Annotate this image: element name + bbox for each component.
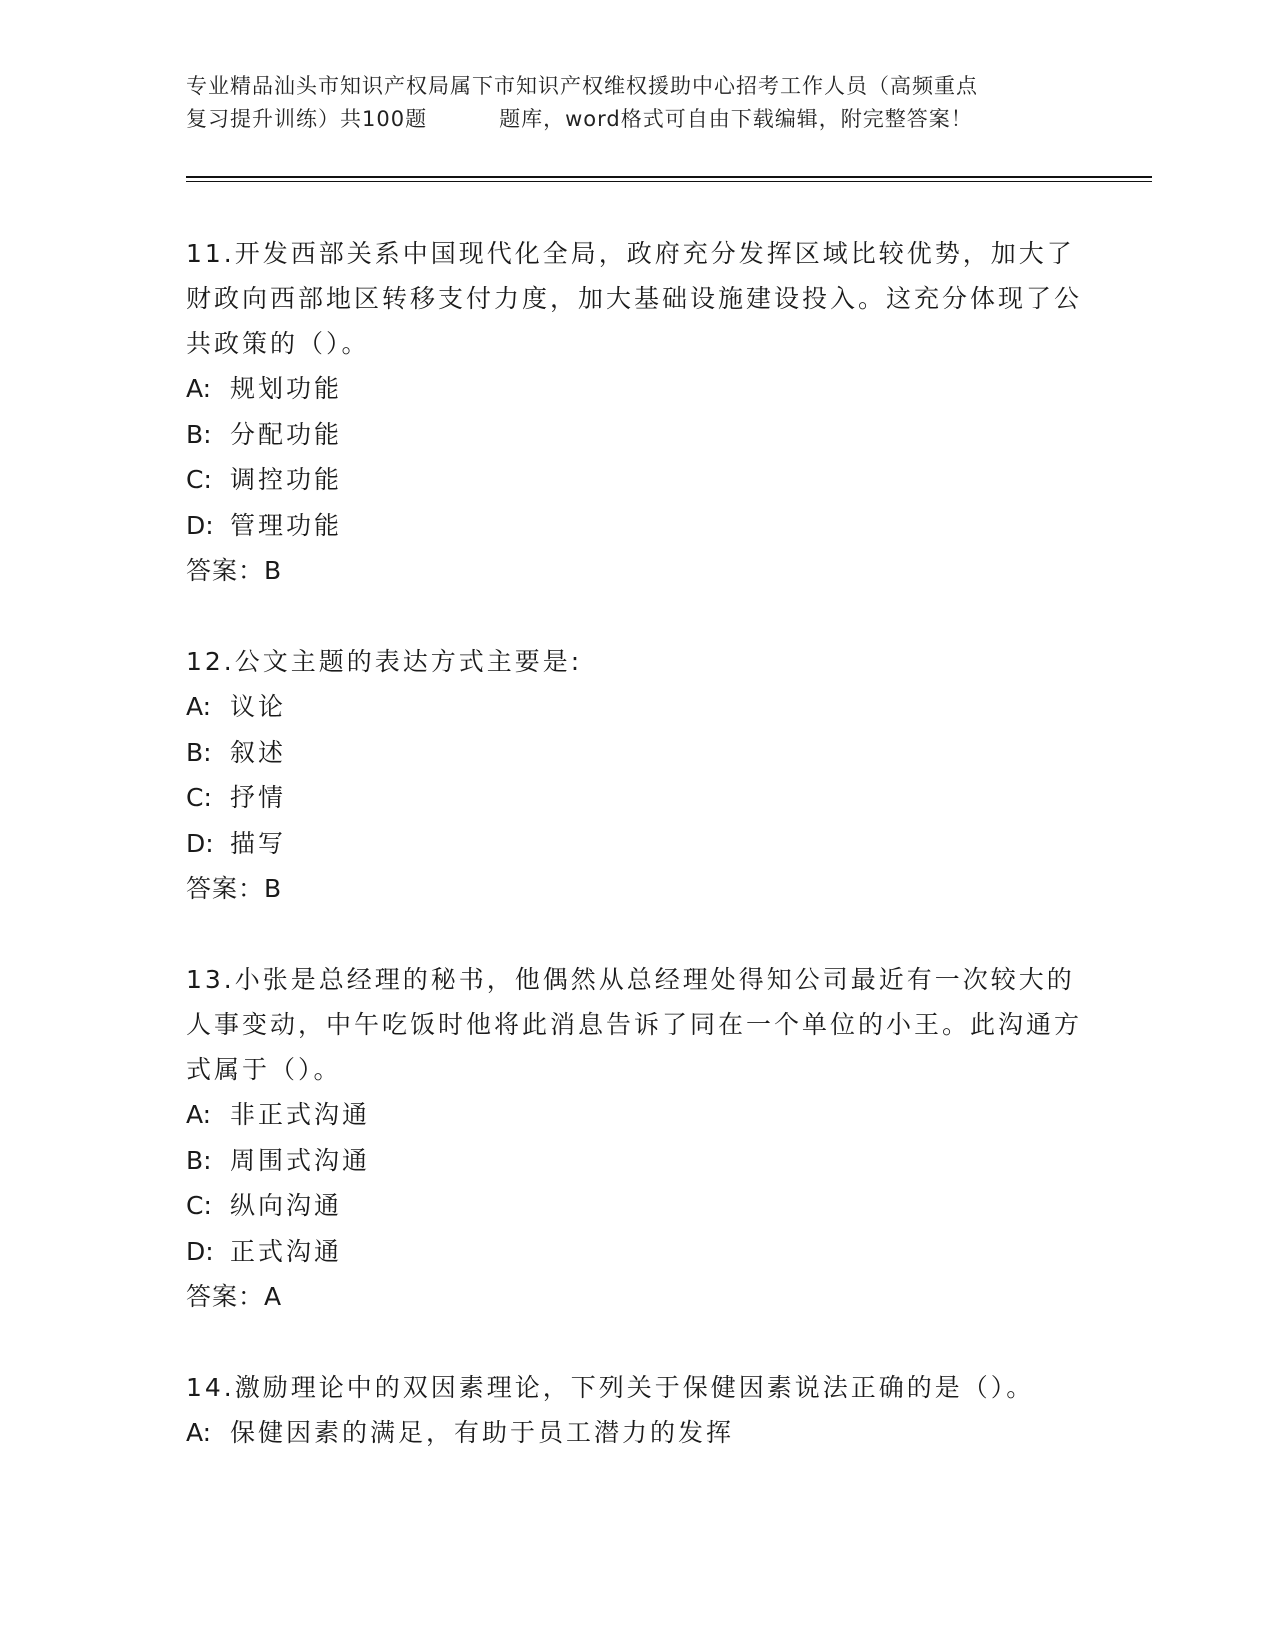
header-title-line-2 bbox=[186, 103, 1086, 136]
question-13 bbox=[186, 957, 1086, 1320]
option-d bbox=[186, 1229, 1086, 1275]
question-11 bbox=[186, 231, 1086, 594]
option-text: 议论 bbox=[230, 692, 287, 721]
option-letter: D: bbox=[186, 828, 214, 858]
option-a bbox=[186, 684, 1086, 730]
option-letter: A: bbox=[186, 692, 212, 721]
option-text: 分配功能 bbox=[230, 419, 343, 449]
option-text: 描写 bbox=[230, 828, 287, 858]
option-b bbox=[186, 730, 1086, 776]
option-letter: B: bbox=[186, 1145, 212, 1175]
option-text: 纵向沟通 bbox=[230, 1191, 343, 1220]
header-divider-thick bbox=[186, 176, 1152, 178]
option-text: 正式沟通 bbox=[230, 1236, 343, 1266]
question-text: 12.公文主题的表达方式主要是: bbox=[186, 647, 583, 676]
header-title-line-2-left: 复习提升训练）共100题 bbox=[186, 107, 428, 131]
option-letter: B: bbox=[186, 737, 212, 767]
question-14 bbox=[186, 1365, 1086, 1456]
option-text: 调控功能 bbox=[230, 465, 343, 494]
option-a bbox=[186, 1092, 1086, 1138]
option-text: 周围式沟通 bbox=[230, 1145, 371, 1175]
option-a bbox=[186, 1410, 1086, 1456]
header-title-line-2-right: 题库，word格式可自由下载编辑，附完整答案！ bbox=[499, 107, 973, 131]
answer-line: 答案：B bbox=[186, 556, 283, 585]
option-letter: D: bbox=[186, 510, 214, 540]
question-12 bbox=[186, 639, 1086, 912]
option-letter: C: bbox=[186, 783, 212, 812]
option-text: 保健因素的满足，有助于员工潜力的发挥 bbox=[230, 1418, 735, 1447]
option-text: 管理功能 bbox=[230, 510, 343, 540]
option-letter: B: bbox=[186, 419, 212, 449]
option-letter: C: bbox=[186, 465, 212, 494]
document-header bbox=[186, 70, 1086, 136]
option-text: 非正式沟通 bbox=[230, 1100, 371, 1129]
option-text: 叙述 bbox=[230, 737, 287, 767]
option-b bbox=[186, 412, 1086, 458]
option-d bbox=[186, 503, 1086, 549]
header-title-line-1: 专业精品汕头市知识产权局属下市知识产权维权援助中心招考工作人员（高频重点 bbox=[186, 74, 978, 98]
option-d bbox=[186, 821, 1086, 867]
option-text: 抒情 bbox=[230, 783, 287, 812]
header-divider-thin bbox=[186, 181, 1152, 182]
option-text: 规划功能 bbox=[230, 374, 343, 403]
option-letter: A: bbox=[186, 374, 212, 403]
option-c bbox=[186, 457, 1086, 503]
option-a bbox=[186, 366, 1086, 412]
option-b bbox=[186, 1138, 1086, 1184]
option-letter: D: bbox=[186, 1236, 214, 1266]
answer-line: 答案：B bbox=[186, 874, 283, 903]
answer-line: 答案：A bbox=[186, 1282, 283, 1311]
question-list bbox=[186, 231, 1086, 1501]
question-text: 14.激励理论中的双因素理论，下列关于保健因素说法正确的是（）。 bbox=[186, 1373, 1035, 1402]
option-c bbox=[186, 1183, 1086, 1229]
option-c bbox=[186, 775, 1086, 821]
question-text: 11.开发西部关系中国现代化全局，政府充分发挥区域比较优势，加大了财政向西部地区转移支付力度，加大基础设施建设投入。这充分体现了公共政策的（）。 bbox=[186, 239, 1083, 358]
option-letter: A: bbox=[186, 1418, 212, 1447]
option-letter: A: bbox=[186, 1100, 212, 1129]
option-letter: C: bbox=[186, 1191, 212, 1220]
question-text: 13.小张是总经理的秘书，他偶然从总经理处得知公司最近有一次较大的人事变动，中午吃饭时他将此消息告诉了同在一个单位的小王。此沟通方式属于（）。 bbox=[186, 965, 1083, 1084]
